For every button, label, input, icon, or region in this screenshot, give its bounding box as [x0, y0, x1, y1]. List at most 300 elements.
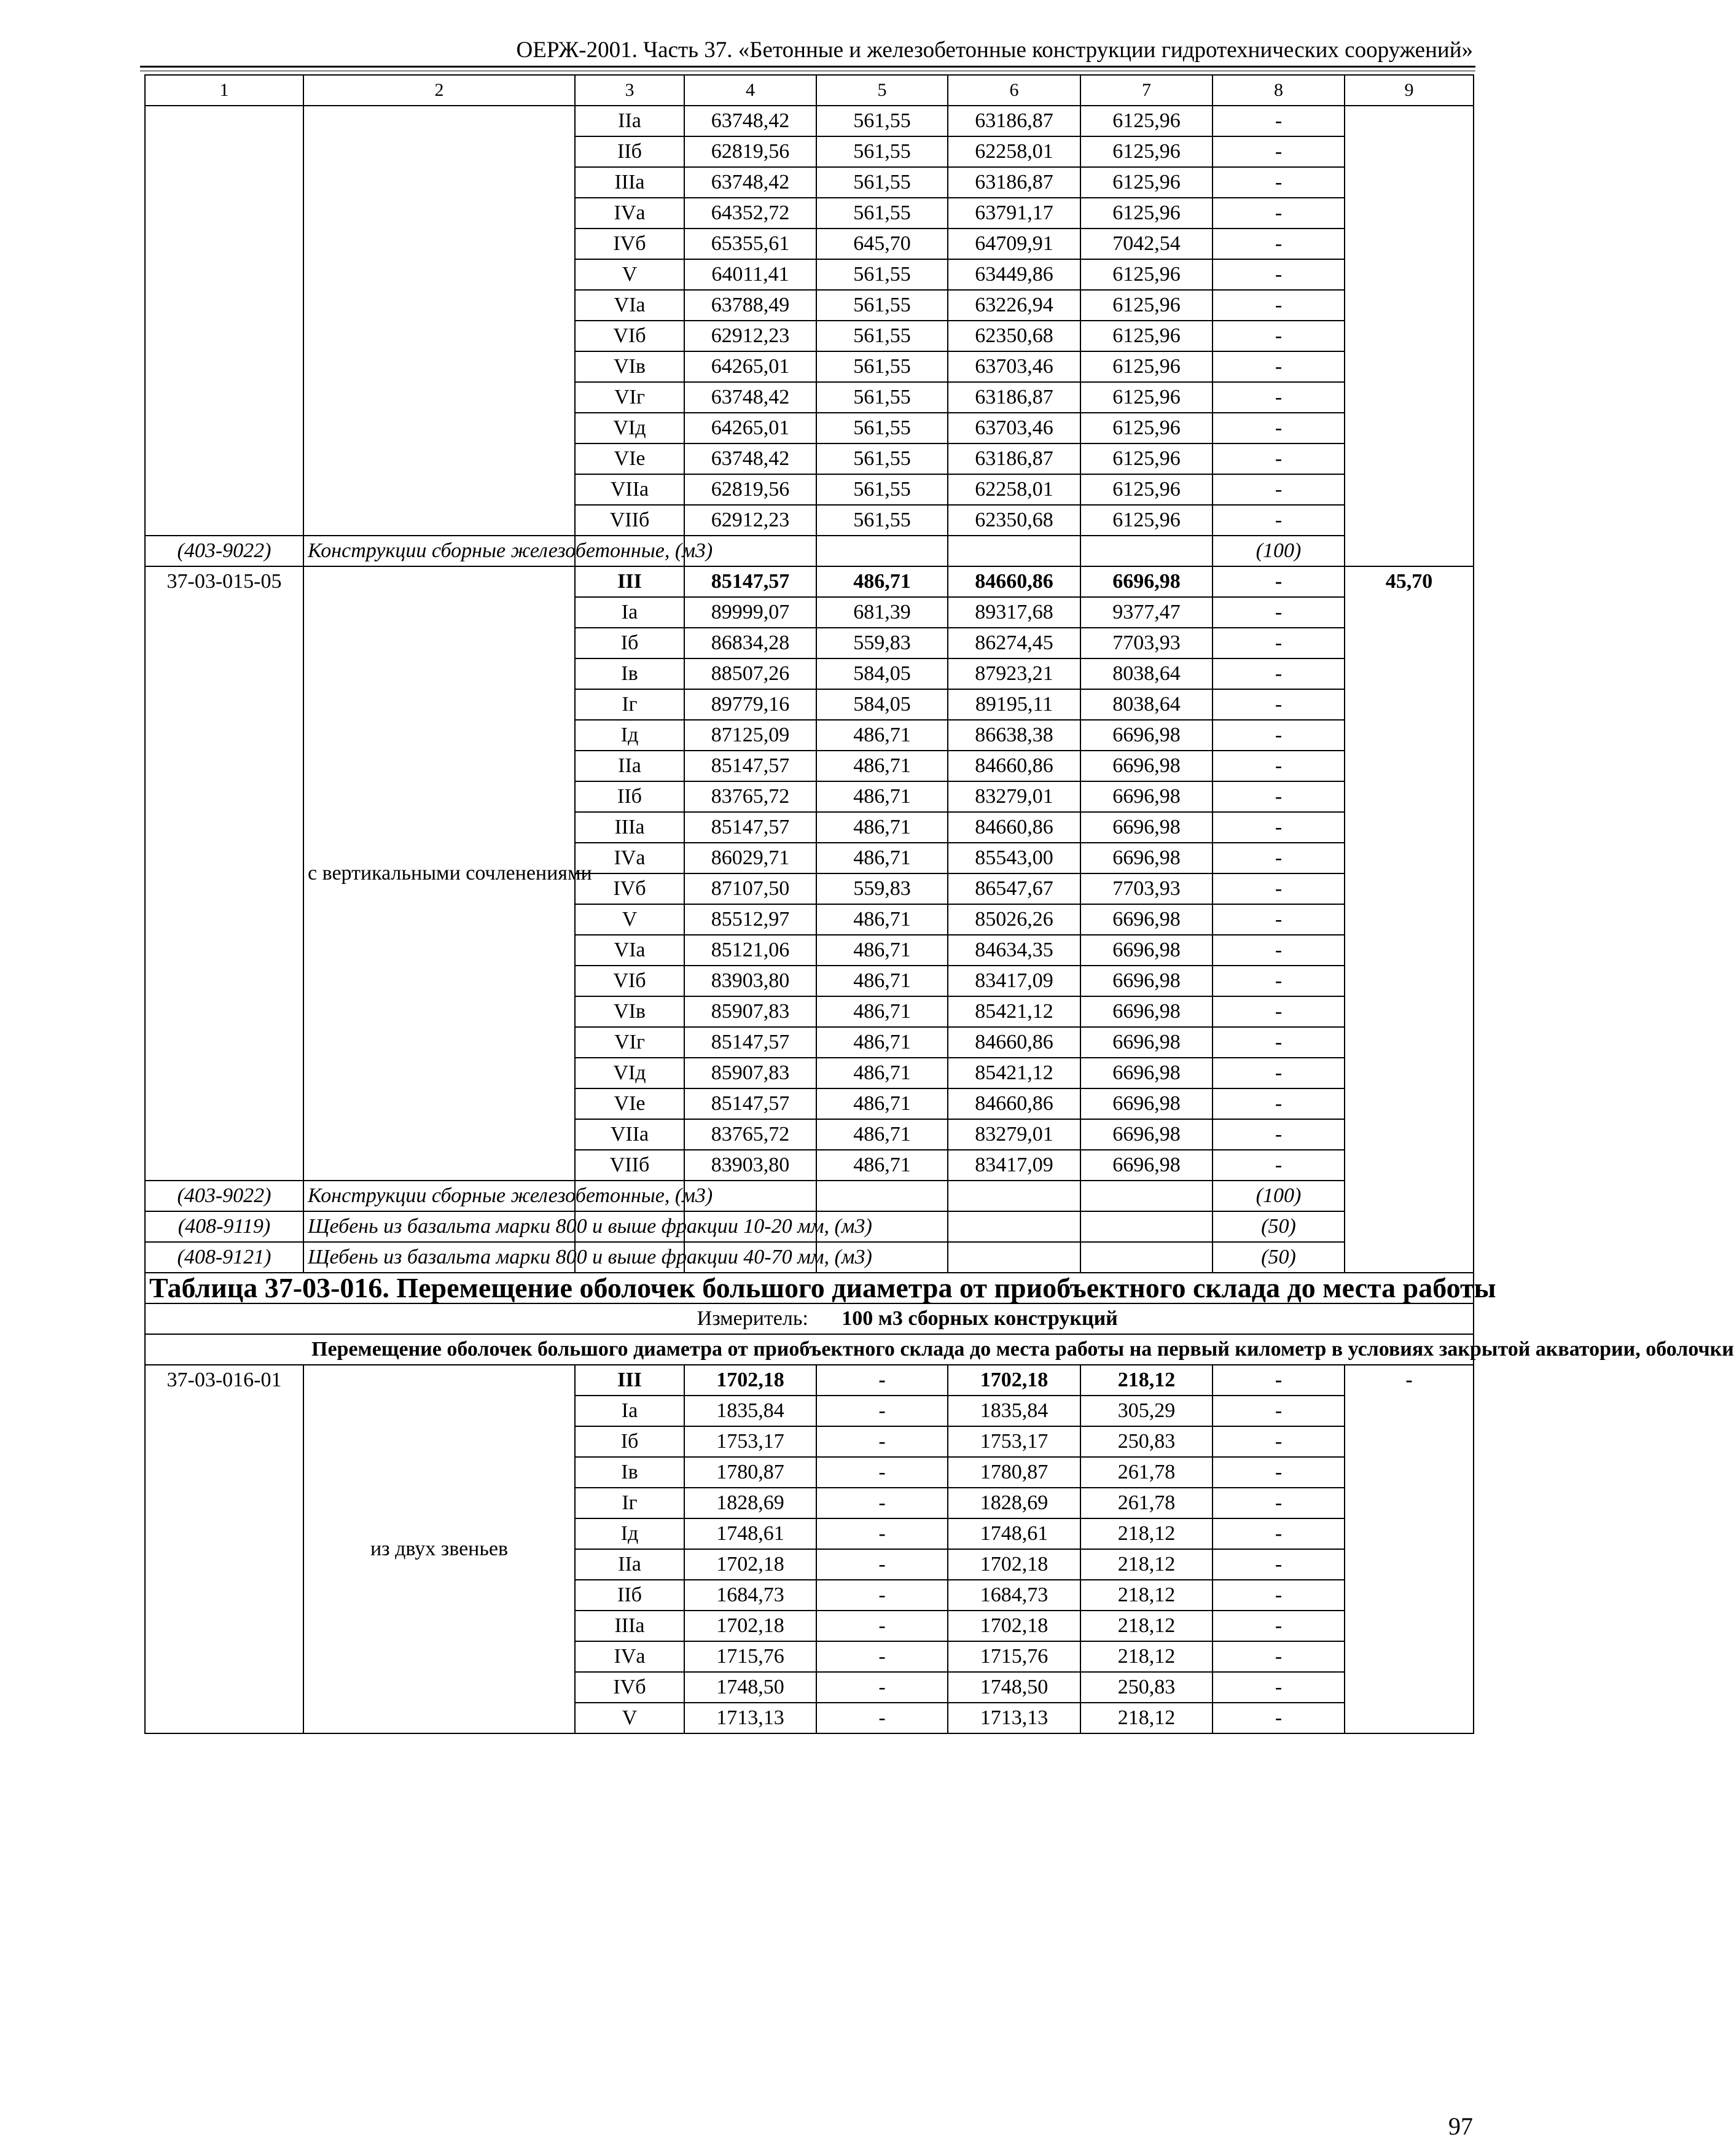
wages-cell: 486,71	[816, 1088, 948, 1119]
zone-cell: IVа	[575, 198, 684, 228]
machines-cell: 85421,12	[948, 1058, 1080, 1088]
page-number: 97	[1448, 2112, 1473, 2140]
materials-cell: -	[1213, 1611, 1345, 1641]
material-code: (408-9119)	[145, 1211, 303, 1242]
total-cost-cell: 88507,26	[684, 658, 816, 689]
machinist-wages-cell: 6696,98	[1080, 1058, 1213, 1088]
machines-cell: 63703,46	[948, 351, 1080, 382]
total-cost-cell: 86029,71	[684, 843, 816, 873]
materials-cell: -	[1213, 966, 1345, 996]
wages-cell: 645,70	[816, 228, 948, 259]
zone-cell: VIа	[575, 290, 684, 321]
total-cost-cell: 89779,16	[684, 689, 816, 720]
total-cost-cell: 89999,07	[684, 597, 816, 628]
total-cost-cell: 62912,23	[684, 321, 816, 351]
machines-cell: 1748,61	[948, 1518, 1080, 1549]
materials-cell: -	[1213, 1396, 1345, 1426]
machines-cell: 86547,67	[948, 873, 1080, 904]
material-qty: (100)	[1213, 1181, 1345, 1211]
machinist-wages-cell: 6696,98	[1080, 1150, 1213, 1181]
machinist-wages-cell: 218,12	[1080, 1641, 1213, 1672]
zone-cell: III	[575, 1365, 684, 1396]
desc-cell	[303, 106, 575, 536]
empty-cell	[948, 536, 1080, 566]
wages-cell: 561,55	[816, 167, 948, 198]
wages-cell: -	[816, 1549, 948, 1580]
materials-cell: -	[1213, 413, 1345, 443]
empty-cell	[948, 1211, 1080, 1242]
machines-cell: 63449,86	[948, 259, 1080, 290]
table-row	[145, 106, 1474, 136]
material-desc: Щебень из базальта марки 800 и выше фракции 40-70 мм, (м3)	[303, 1242, 575, 1273]
machinist-wages-cell: 261,78	[1080, 1457, 1213, 1488]
item-code: 37-03-016-01	[145, 1365, 303, 1733]
zone-cell: IIIа	[575, 167, 684, 198]
machines-cell: 64709,91	[948, 228, 1080, 259]
wages-cell: 561,55	[816, 321, 948, 351]
machinist-wages-cell: 6125,96	[1080, 136, 1213, 167]
material-row	[145, 536, 1474, 566]
zone-cell: V	[575, 259, 684, 290]
total-cost-cell: 1702,18	[684, 1549, 816, 1580]
machinist-wages-cell: 6125,96	[1080, 290, 1213, 321]
empty-cell	[948, 1242, 1080, 1273]
wages-cell: 559,83	[816, 873, 948, 904]
materials-cell: -	[1213, 597, 1345, 628]
zone-cell: VIг	[575, 1027, 684, 1058]
item-desc: с вертикальными сочленениями	[303, 566, 575, 1181]
wages-cell: -	[816, 1365, 948, 1396]
total-cost-cell: 1684,73	[684, 1580, 816, 1611]
materials-cell: -	[1213, 751, 1345, 781]
materials-cell: -	[1213, 566, 1345, 597]
machinist-wages-cell: 6125,96	[1080, 351, 1213, 382]
zone-cell: IIа	[575, 1549, 684, 1580]
zone-cell: IVб	[575, 228, 684, 259]
zone-cell: Iа	[575, 1396, 684, 1426]
material-row	[145, 1242, 1474, 1273]
machinist-wages-cell: 6696,98	[1080, 1027, 1213, 1058]
machinist-wages-cell: 8038,64	[1080, 658, 1213, 689]
machinist-wages-cell: 6125,96	[1080, 443, 1213, 474]
materials-cell: -	[1213, 1549, 1345, 1580]
meter-value: 100 м3 сборных конструкций	[842, 1307, 1118, 1330]
machinist-wages-cell: 6696,98	[1080, 904, 1213, 935]
materials-cell: -	[1213, 1703, 1345, 1733]
machinist-wages-cell: 6696,98	[1080, 1119, 1213, 1150]
column-number: 8	[1213, 75, 1345, 106]
materials-cell: -	[1213, 996, 1345, 1027]
total-cost-cell: 85147,57	[684, 751, 816, 781]
machines-cell: 63226,94	[948, 290, 1080, 321]
materials-cell: -	[1213, 198, 1345, 228]
materials-cell: -	[1213, 689, 1345, 720]
zone-cell: VIв	[575, 996, 684, 1027]
total-cost-cell: 1748,61	[684, 1518, 816, 1549]
empty-cell	[1080, 1242, 1213, 1273]
zone-cell: III	[575, 566, 684, 597]
machinist-wages-cell: 6125,96	[1080, 474, 1213, 505]
machines-cell: 1835,84	[948, 1396, 1080, 1426]
wages-cell: 486,71	[816, 996, 948, 1027]
zone-cell: VIIб	[575, 1150, 684, 1181]
material-desc: Щебень из базальта марки 800 и выше фракции 10-20 мм, (м3)	[303, 1211, 575, 1242]
zone-cell: VIд	[575, 1058, 684, 1088]
machinist-wages-cell: 250,83	[1080, 1426, 1213, 1457]
zone-cell: VIа	[575, 935, 684, 966]
zone-cell: VIIа	[575, 474, 684, 505]
code-cell	[145, 106, 303, 536]
wages-cell: 486,71	[816, 904, 948, 935]
wages-cell: 681,39	[816, 597, 948, 628]
empty-cell	[1080, 536, 1213, 566]
machines-cell: 1780,87	[948, 1457, 1080, 1488]
labour-cell: 45,70	[1345, 566, 1474, 1273]
wages-cell: 486,71	[816, 1058, 948, 1088]
total-cost-cell: 85147,57	[684, 812, 816, 843]
total-cost-cell: 83765,72	[684, 1119, 816, 1150]
materials-cell: -	[1213, 136, 1345, 167]
total-cost-cell: 1702,18	[684, 1611, 816, 1641]
total-cost-cell: 85147,57	[684, 1088, 816, 1119]
machines-cell: 63186,87	[948, 167, 1080, 198]
item-main-row	[145, 1365, 1474, 1396]
total-cost-cell: 85121,06	[684, 935, 816, 966]
material-desc: Конструкции сборные железобетонные, (м3)	[303, 1181, 575, 1211]
machines-cell: 62258,01	[948, 136, 1080, 167]
subheading-row	[145, 1334, 1474, 1365]
machines-cell: 63791,17	[948, 198, 1080, 228]
machines-cell: 83279,01	[948, 781, 1080, 812]
column-number: 2	[303, 75, 575, 106]
machinist-wages-cell: 6125,96	[1080, 321, 1213, 351]
machines-cell: 62258,01	[948, 474, 1080, 505]
materials-cell: -	[1213, 259, 1345, 290]
total-cost-cell: 1828,69	[684, 1488, 816, 1518]
wages-cell: 486,71	[816, 751, 948, 781]
wages-cell: 561,55	[816, 198, 948, 228]
material-row	[145, 1181, 1474, 1211]
column-number: 7	[1080, 75, 1213, 106]
wages-cell: -	[816, 1426, 948, 1457]
machines-cell: 85026,26	[948, 904, 1080, 935]
zone-cell: IIб	[575, 136, 684, 167]
machines-cell: 84660,86	[948, 1088, 1080, 1119]
wages-cell: 486,71	[816, 781, 948, 812]
column-number: 1	[145, 75, 303, 106]
materials-cell: -	[1213, 720, 1345, 751]
machines-cell: 89317,68	[948, 597, 1080, 628]
zone-cell: IIа	[575, 106, 684, 136]
meter-cell	[145, 1303, 1474, 1334]
material-desc: Конструкции сборные железобетонные, (м3)	[303, 536, 575, 566]
machines-cell: 84660,86	[948, 751, 1080, 781]
material-qty: (50)	[1213, 1211, 1345, 1242]
material-row	[145, 1211, 1474, 1242]
meter-label: Измеритель:	[697, 1307, 808, 1330]
total-cost-cell: 1702,18	[684, 1365, 816, 1396]
total-cost-cell: 1835,84	[684, 1396, 816, 1426]
machines-cell: 87923,21	[948, 658, 1080, 689]
wages-cell: 561,55	[816, 259, 948, 290]
machines-cell: 1715,76	[948, 1641, 1080, 1672]
materials-cell: -	[1213, 474, 1345, 505]
total-cost-cell: 85907,83	[684, 996, 816, 1027]
materials-cell: -	[1213, 1426, 1345, 1457]
rates-table	[144, 74, 1734, 1734]
zone-cell: IIIа	[575, 812, 684, 843]
materials-cell: -	[1213, 1457, 1345, 1488]
empty-cell	[948, 1181, 1080, 1211]
zone-cell: IVб	[575, 873, 684, 904]
header-rule	[140, 66, 1475, 68]
column-number: 6	[948, 75, 1080, 106]
total-cost-cell: 64265,01	[684, 351, 816, 382]
zone-cell: VIг	[575, 382, 684, 413]
machines-cell: 1684,73	[948, 1580, 1080, 1611]
machinist-wages-cell: 6696,98	[1080, 1088, 1213, 1119]
wages-cell: 486,71	[816, 1150, 948, 1181]
zone-cell: VIв	[575, 351, 684, 382]
material-code: (403-9022)	[145, 536, 303, 566]
zone-cell: IIIа	[575, 1611, 684, 1641]
machinist-wages-cell: 6696,98	[1080, 751, 1213, 781]
machines-cell: 1753,17	[948, 1426, 1080, 1457]
zone-cell: VIе	[575, 1088, 684, 1119]
wages-cell: -	[816, 1672, 948, 1703]
total-cost-cell: 63748,42	[684, 382, 816, 413]
wages-cell: 561,55	[816, 413, 948, 443]
wages-cell: 561,55	[816, 443, 948, 474]
machinist-wages-cell: 6696,98	[1080, 781, 1213, 812]
zone-cell: IVа	[575, 1641, 684, 1672]
wages-cell: -	[816, 1396, 948, 1426]
wages-cell: -	[816, 1580, 948, 1611]
machines-cell: 1702,18	[948, 1611, 1080, 1641]
machinist-wages-cell: 7042,54	[1080, 228, 1213, 259]
wages-cell: 486,71	[816, 843, 948, 873]
table-caption: Таблица 37-03-016. Перемещение оболочек большого диаметра от приобъектного склада до места работы	[145, 1273, 1474, 1303]
machines-cell: 84660,86	[948, 1027, 1080, 1058]
wages-cell: 486,71	[816, 812, 948, 843]
zone-cell: IVа	[575, 843, 684, 873]
machinist-wages-cell: 218,12	[1080, 1365, 1213, 1396]
total-cost-cell: 83903,80	[684, 966, 816, 996]
zone-cell: Iв	[575, 658, 684, 689]
materials-cell: -	[1213, 1058, 1345, 1088]
materials-cell: -	[1213, 1119, 1345, 1150]
zone-cell: V	[575, 904, 684, 935]
wages-cell: 486,71	[816, 720, 948, 751]
machinist-wages-cell: 6696,98	[1080, 843, 1213, 873]
total-cost-cell: 1780,87	[684, 1457, 816, 1488]
wages-cell: 584,05	[816, 689, 948, 720]
column-number: 9	[1345, 75, 1474, 106]
machinist-wages-cell: 6125,96	[1080, 106, 1213, 136]
machinist-wages-cell: 6696,98	[1080, 996, 1213, 1027]
machines-cell: 1828,69	[948, 1488, 1080, 1518]
machinist-wages-cell: 250,83	[1080, 1672, 1213, 1703]
machines-cell: 63186,87	[948, 382, 1080, 413]
machinist-wages-cell: 6125,96	[1080, 413, 1213, 443]
machines-cell: 1713,13	[948, 1703, 1080, 1733]
wages-cell: -	[816, 1518, 948, 1549]
materials-cell: -	[1213, 321, 1345, 351]
total-cost-cell: 62912,23	[684, 505, 816, 536]
work-subheading: Перемещение оболочек большого диаметра от приобъектного склада до места работы на первый километр в условиях закрытой акватории, оболочки	[145, 1334, 1474, 1365]
wages-cell: 561,55	[816, 136, 948, 167]
machinist-wages-cell: 6125,96	[1080, 505, 1213, 536]
total-cost-cell: 64352,72	[684, 198, 816, 228]
machinist-wages-cell: 7703,93	[1080, 628, 1213, 658]
materials-cell: -	[1213, 167, 1345, 198]
total-cost-cell: 63788,49	[684, 290, 816, 321]
item-desc: из двух звеньев	[303, 1365, 575, 1733]
materials-cell: -	[1213, 904, 1345, 935]
column-number: 5	[816, 75, 948, 106]
materials-cell: -	[1213, 628, 1345, 658]
machines-cell: 83279,01	[948, 1119, 1080, 1150]
machines-cell: 85421,12	[948, 996, 1080, 1027]
empty-cell	[816, 1181, 948, 1211]
machinist-wages-cell: 6125,96	[1080, 382, 1213, 413]
machines-cell: 1748,50	[948, 1672, 1080, 1703]
wages-cell: 561,55	[816, 106, 948, 136]
machinist-wages-cell: 218,12	[1080, 1611, 1213, 1641]
total-cost-cell: 1715,76	[684, 1641, 816, 1672]
machines-cell: 1702,18	[948, 1365, 1080, 1396]
machines-cell: 62350,68	[948, 321, 1080, 351]
zone-cell: IIб	[575, 1580, 684, 1611]
materials-cell: -	[1213, 873, 1345, 904]
machines-cell: 1702,18	[948, 1549, 1080, 1580]
zone-cell: VIIб	[575, 505, 684, 536]
machinist-wages-cell: 6696,98	[1080, 812, 1213, 843]
machinist-wages-cell: 6125,96	[1080, 198, 1213, 228]
zone-cell: Iг	[575, 1488, 684, 1518]
wages-cell: -	[816, 1641, 948, 1672]
wages-cell: -	[816, 1488, 948, 1518]
wages-cell: 486,71	[816, 966, 948, 996]
wages-cell: 486,71	[816, 566, 948, 597]
wages-cell: 561,55	[816, 382, 948, 413]
machinist-wages-cell: 6696,98	[1080, 720, 1213, 751]
machinist-wages-cell: 218,12	[1080, 1518, 1213, 1549]
machines-cell: 62350,68	[948, 505, 1080, 536]
materials-cell: -	[1213, 1488, 1345, 1518]
zone-cell: Iд	[575, 1518, 684, 1549]
materials-cell: -	[1213, 382, 1345, 413]
materials-cell: -	[1213, 290, 1345, 321]
total-cost-cell: 1713,13	[684, 1703, 816, 1733]
empty-cell	[816, 536, 948, 566]
total-cost-cell: 62819,56	[684, 474, 816, 505]
meter-row	[145, 1303, 1474, 1334]
wages-cell: 584,05	[816, 658, 948, 689]
materials-cell: -	[1213, 1150, 1345, 1181]
total-cost-cell: 83765,72	[684, 781, 816, 812]
wages-cell: 486,71	[816, 935, 948, 966]
wages-cell: 559,83	[816, 628, 948, 658]
materials-cell: -	[1213, 1641, 1345, 1672]
zone-cell: Iд	[575, 720, 684, 751]
wages-cell: 486,71	[816, 1119, 948, 1150]
materials-cell: -	[1213, 351, 1345, 382]
total-cost-cell: 83903,80	[684, 1150, 816, 1181]
total-cost-cell: 63748,42	[684, 167, 816, 198]
total-cost-cell: 85512,97	[684, 904, 816, 935]
wages-cell: 561,55	[816, 351, 948, 382]
machinist-wages-cell: 9377,47	[1080, 597, 1213, 628]
wages-cell: -	[816, 1703, 948, 1733]
materials-cell: -	[1213, 843, 1345, 873]
table-caption-row	[145, 1273, 1474, 1303]
wages-cell: 486,71	[816, 1027, 948, 1058]
labour-cell: -	[1345, 1365, 1474, 1733]
machines-cell: 86274,45	[948, 628, 1080, 658]
machinist-wages-cell: 7703,93	[1080, 873, 1213, 904]
labour-cell	[1345, 106, 1474, 566]
column-number: 3	[575, 75, 684, 106]
machines-cell: 86638,38	[948, 720, 1080, 751]
total-cost-cell: 63748,42	[684, 106, 816, 136]
machines-cell: 84660,86	[948, 566, 1080, 597]
machinist-wages-cell: 6696,98	[1080, 566, 1213, 597]
page-header-title: ОЕРЖ-2001. Часть 37. «Бетонные и железобетонные конструкции гидротехнических сооружений»	[516, 37, 1473, 63]
total-cost-cell: 85147,57	[684, 1027, 816, 1058]
machinist-wages-cell: 305,29	[1080, 1396, 1213, 1426]
total-cost-cell: 86834,28	[684, 628, 816, 658]
machinist-wages-cell: 218,12	[1080, 1549, 1213, 1580]
zone-cell: VIIа	[575, 1119, 684, 1150]
machines-cell: 83417,09	[948, 966, 1080, 996]
material-qty: (100)	[1213, 536, 1345, 566]
machinist-wages-cell: 6125,96	[1080, 167, 1213, 198]
empty-cell	[1080, 1211, 1213, 1242]
zone-cell: IIа	[575, 751, 684, 781]
machines-cell: 63186,87	[948, 106, 1080, 136]
total-cost-cell: 63748,42	[684, 443, 816, 474]
total-cost-cell: 85907,83	[684, 1058, 816, 1088]
wages-cell: 561,55	[816, 474, 948, 505]
machinist-wages-cell: 6696,98	[1080, 935, 1213, 966]
machinist-wages-cell: 218,12	[1080, 1580, 1213, 1611]
wages-cell: 561,55	[816, 290, 948, 321]
wages-cell: 561,55	[816, 505, 948, 536]
machines-cell: 83417,09	[948, 1150, 1080, 1181]
materials-cell: -	[1213, 443, 1345, 474]
zone-cell: VIд	[575, 413, 684, 443]
zone-cell: IIб	[575, 781, 684, 812]
wages-cell: -	[816, 1611, 948, 1641]
materials-cell: -	[1213, 1365, 1345, 1396]
machines-cell: 63703,46	[948, 413, 1080, 443]
materials-cell: -	[1213, 1672, 1345, 1703]
materials-cell: -	[1213, 812, 1345, 843]
material-code: (408-9121)	[145, 1242, 303, 1273]
wages-cell: -	[816, 1457, 948, 1488]
total-cost-cell: 65355,61	[684, 228, 816, 259]
machines-cell: 84660,86	[948, 812, 1080, 843]
materials-cell: -	[1213, 1088, 1345, 1119]
materials-cell: -	[1213, 1518, 1345, 1549]
column-number-row	[145, 75, 1474, 106]
material-code: (403-9022)	[145, 1181, 303, 1211]
zone-cell: VIб	[575, 966, 684, 996]
total-cost-cell: 1753,17	[684, 1426, 816, 1457]
item-code: 37-03-015-05	[145, 566, 303, 1181]
zone-cell: VIе	[575, 443, 684, 474]
